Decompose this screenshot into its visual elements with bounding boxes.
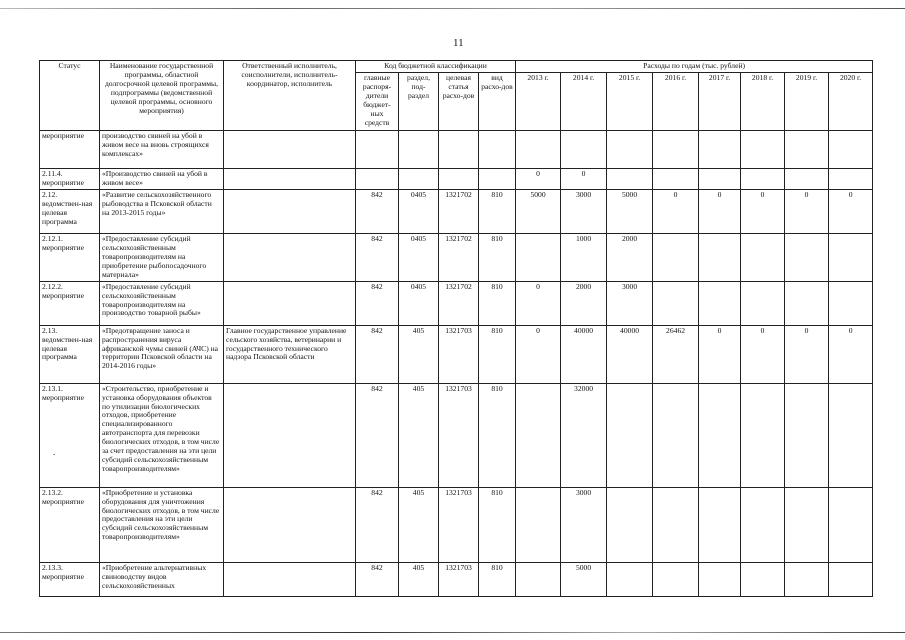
year-value-cell (653, 383, 699, 487)
year-value-cell: 26462 (653, 325, 699, 383)
section-cell: 405 (399, 325, 439, 383)
year-value-cell (699, 168, 741, 189)
section-cell (399, 130, 439, 168)
year-value-cell (516, 383, 561, 487)
year-value-cell (699, 383, 741, 487)
status-cell: 2.11.4. мероприятие (40, 168, 100, 189)
grbs-cell: 842 (356, 281, 399, 325)
year-value-cell (785, 233, 829, 281)
header-row-1 (40, 61, 873, 73)
status-cell: мероприятие (40, 130, 100, 168)
header-name: Наименование государственной программы, областной долгосрочной целевой программы, подпрограммы (ведомственной целевой программы, основного мероприятия) (100, 61, 224, 131)
year-value-cell: 2000 (607, 233, 653, 281)
year-value-cell (653, 130, 699, 168)
type-cell (479, 168, 516, 189)
section-cell: 405 (399, 383, 439, 487)
year-value-cell (516, 233, 561, 281)
type-cell: 810 (479, 233, 516, 281)
responsible-cell: Главное государственное управление сельского хозяйства, ветеринарии и государственного технического надзора Псковской области (224, 325, 356, 383)
header-year: 2019 г. (785, 72, 829, 130)
year-value-cell: 40000 (561, 325, 607, 383)
grbs-cell: 842 (356, 233, 399, 281)
header-section: раздел, под-раздел (399, 72, 439, 130)
year-value-cell (741, 383, 785, 487)
grbs-cell (356, 168, 399, 189)
year-value-cell: 5000 (607, 189, 653, 233)
year-value-cell: 1000 (561, 233, 607, 281)
year-value-cell (785, 168, 829, 189)
scan-edge-top (0, 8, 905, 9)
table-row (40, 325, 873, 383)
year-value-cell (741, 562, 785, 596)
header-year: 2020 г. (829, 72, 873, 130)
year-value-cell (699, 487, 741, 562)
year-value-cell (699, 130, 741, 168)
name-cell: «Приобретение альтернативных свиноводству видов сельскохозяйственных (100, 562, 224, 596)
status-cell: 2.12.1. мероприятие (40, 233, 100, 281)
type-cell: 810 (479, 562, 516, 596)
year-value-cell: 0 (741, 325, 785, 383)
year-value-cell (785, 281, 829, 325)
year-value-cell (785, 487, 829, 562)
target-cell: 1321703 (439, 487, 479, 562)
section-cell: 0405 (399, 189, 439, 233)
year-value-cell (653, 487, 699, 562)
year-value-cell (741, 168, 785, 189)
year-value-cell (785, 130, 829, 168)
responsible-cell (224, 233, 356, 281)
table-row (40, 189, 873, 233)
year-value-cell (607, 168, 653, 189)
year-value-cell: 40000 (607, 325, 653, 383)
year-value-cell (607, 487, 653, 562)
year-value-cell: 0 (829, 325, 873, 383)
status-cell: 2.13.3. мероприятие (40, 562, 100, 596)
year-value-cell: 3000 (561, 487, 607, 562)
header-year: 2015 г. (607, 72, 653, 130)
year-value-cell: 0 (516, 325, 561, 383)
year-value-cell (829, 281, 873, 325)
year-value-cell: 0 (516, 168, 561, 189)
year-value-cell (516, 487, 561, 562)
year-value-cell (741, 233, 785, 281)
status-cell: 2.12.2. мероприятие (40, 281, 100, 325)
grbs-cell: 842 (356, 325, 399, 383)
year-value-cell (785, 383, 829, 487)
section-cell: 0405 (399, 281, 439, 325)
year-value-cell (653, 562, 699, 596)
type-cell: 810 (479, 325, 516, 383)
responsible-cell (224, 130, 356, 168)
status-cell: 2.13.1. мероприятие (40, 383, 100, 487)
year-value-cell: 0 (785, 325, 829, 383)
year-value-cell: 5000 (561, 562, 607, 596)
header-target: целевая статья расхо-дов (439, 72, 479, 130)
target-cell: 1321703 (439, 325, 479, 383)
name-cell: «Предоставление субсидий сельскохозяйственным товаропроизводителям на приобретение рыбопосадочного материала» (100, 233, 224, 281)
year-value-cell: 0 (741, 189, 785, 233)
target-cell: 1321702 (439, 281, 479, 325)
responsible-cell (224, 487, 356, 562)
name-cell: «Приобретение и установка оборудования для уничтожения биологических отходов, в том числе предоставления на эти цели субсидий сельскохозяйственным товаропроизводителям» (100, 487, 224, 562)
section-cell (399, 168, 439, 189)
header-year: 2014 г. (561, 72, 607, 130)
responsible-cell (224, 383, 356, 487)
type-cell: 810 (479, 383, 516, 487)
header-expenses: Расходы по годам (тыс. рублей) (516, 61, 873, 73)
header-year: 2013 г. (516, 72, 561, 130)
year-value-cell: 0 (516, 281, 561, 325)
table-row (40, 281, 873, 325)
responsible-cell (224, 562, 356, 596)
page-number: 11 (453, 37, 464, 49)
year-value-cell (699, 233, 741, 281)
year-value-cell (607, 130, 653, 168)
type-cell: 810 (479, 281, 516, 325)
grbs-cell: 842 (356, 189, 399, 233)
name-cell: «Развитие сельскохозяйственного рыбоводства в Псковской области на 2013-2015 годы» (100, 189, 224, 233)
header-grbs: главные распоря-дители бюджет-ных средств (356, 72, 399, 130)
year-value-cell (829, 233, 873, 281)
year-value-cell: 0 (699, 325, 741, 383)
year-value-cell: 2000 (561, 281, 607, 325)
year-value-cell (741, 487, 785, 562)
year-value-cell: 3000 (607, 281, 653, 325)
scan-edge-bottom (0, 632, 905, 633)
table-row (40, 233, 873, 281)
year-value-cell: 0 (699, 189, 741, 233)
status-cell: 2.13.2. мероприятие (40, 487, 100, 562)
target-cell (439, 168, 479, 189)
year-value-cell: 5000 (516, 189, 561, 233)
target-cell (439, 130, 479, 168)
year-value-cell (653, 281, 699, 325)
year-value-cell (561, 130, 607, 168)
target-cell: 1321703 (439, 562, 479, 596)
year-value-cell (516, 562, 561, 596)
status-cell: 2.13. ведомствен-ная целевая программа (40, 325, 100, 383)
table-row (40, 168, 873, 189)
table-row (40, 383, 873, 487)
year-value-cell (829, 168, 873, 189)
header-type: вид расхо-дов (479, 72, 516, 130)
target-cell: 1321702 (439, 189, 479, 233)
year-value-cell (653, 233, 699, 281)
year-value-cell (516, 130, 561, 168)
year-value-cell (829, 487, 873, 562)
header-year: 2017 г. (699, 72, 741, 130)
year-value-cell (607, 562, 653, 596)
grbs-cell: 842 (356, 562, 399, 596)
year-value-cell (607, 383, 653, 487)
budget-table (39, 60, 873, 597)
name-cell: «Предоставление субсидий сельскохозяйственным товаропроизводителям на производство товарной рыбы» (100, 281, 224, 325)
stray-mark: . (53, 447, 56, 457)
type-cell: 810 (479, 487, 516, 562)
year-value-cell: 0 (829, 189, 873, 233)
header-year: 2016 г. (653, 72, 699, 130)
year-value-cell (829, 383, 873, 487)
table-row (40, 562, 873, 596)
section-cell: 405 (399, 487, 439, 562)
year-value-cell (699, 281, 741, 325)
name-cell: «Производство свиней на убой в живом весе» (100, 168, 224, 189)
header-responsible: Ответственный исполнитель, соисполнители, исполнитель-координатор, исполнитель (224, 61, 356, 131)
year-value-cell: 0 (653, 189, 699, 233)
year-value-cell (741, 281, 785, 325)
grbs-cell: 842 (356, 487, 399, 562)
responsible-cell (224, 189, 356, 233)
section-cell: 0405 (399, 233, 439, 281)
header-budget-code: Код бюджетной классификации (356, 61, 516, 73)
grbs-cell: 842 (356, 383, 399, 487)
year-value-cell (829, 130, 873, 168)
year-value-cell (785, 562, 829, 596)
name-cell: «Предотвращение заноса и распространения вируса африканской чумы свиней (АЧС) на территории Псковской области на 2014-2016 годы» (100, 325, 224, 383)
year-value-cell: 32000 (561, 383, 607, 487)
year-value-cell: 3000 (561, 189, 607, 233)
header-status: Статус (40, 61, 100, 131)
year-value-cell (699, 562, 741, 596)
section-cell: 405 (399, 562, 439, 596)
table-row (40, 487, 873, 562)
year-value-cell: 0 (785, 189, 829, 233)
name-cell: «Строительство, приобретение и установка оборудования объектов по утилизации биологических отходов, приобретение специализированного автотранспорта для перевозки биологических отходов, в том числе за счет предоставления на эти цели субсидий сельскохозяйственным товаропроизводителям» (100, 383, 224, 487)
year-value-cell: 0 (561, 168, 607, 189)
year-value-cell (741, 130, 785, 168)
grbs-cell (356, 130, 399, 168)
table-row (40, 130, 873, 168)
type-cell (479, 130, 516, 168)
year-value-cell (829, 562, 873, 596)
target-cell: 1321703 (439, 383, 479, 487)
name-cell: производство свиней на убой в живом весе на вновь строящихся комплексах» (100, 130, 224, 168)
status-cell: 2.12. ведомствен-ная целевая программа (40, 189, 100, 233)
type-cell: 810 (479, 189, 516, 233)
responsible-cell (224, 281, 356, 325)
header-year: 2018 г. (741, 72, 785, 130)
year-value-cell (653, 168, 699, 189)
target-cell: 1321702 (439, 233, 479, 281)
responsible-cell (224, 168, 356, 189)
